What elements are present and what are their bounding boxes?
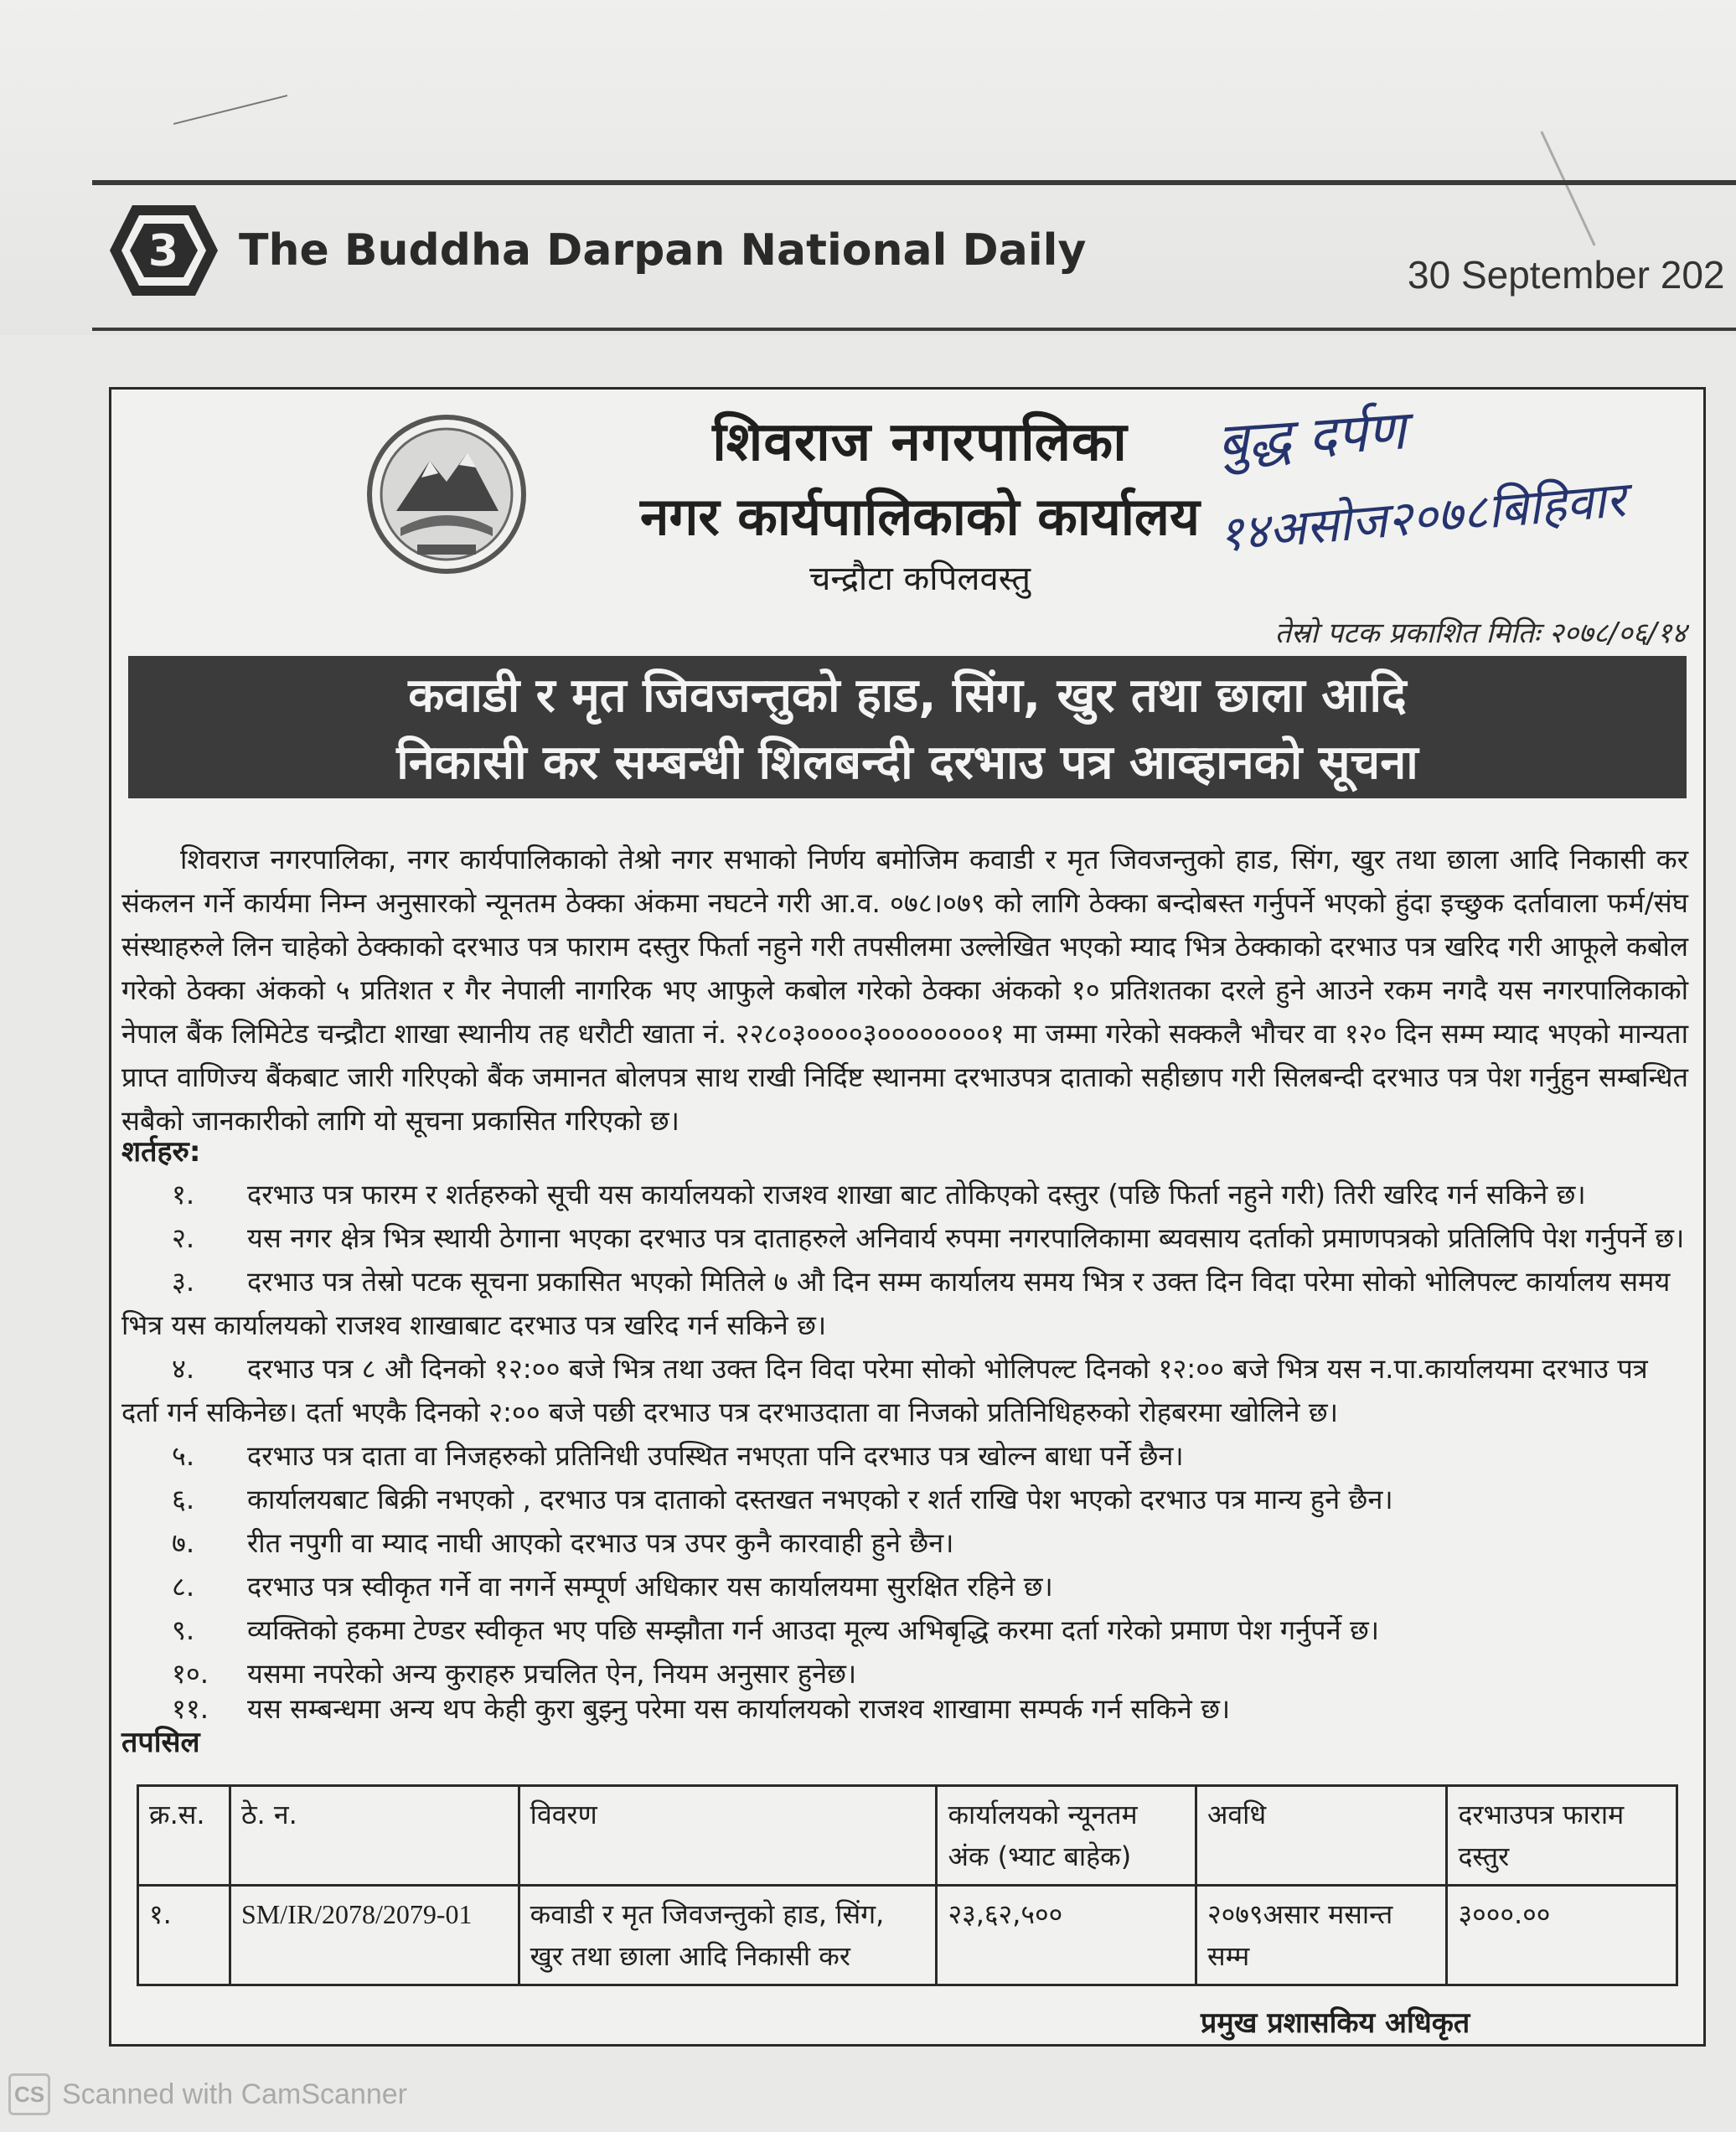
office-name: नगर कार्यपालिकाको कार्यालय <box>640 486 1200 547</box>
signature-title: प्रमुख प्रशासकिय अधिकृत <box>1201 2006 1470 2040</box>
header-cell: ठे. न. <box>230 1786 519 1886</box>
notice-heading-banner <box>128 656 1687 798</box>
table-row <box>138 1886 1677 1985</box>
newspaper-title: The Buddha Darpan National Daily <box>239 225 1087 276</box>
watermark-text: Scanned with CamScanner <box>62 2078 408 2110</box>
header-cell: कार्यालयको न्यूनतम अंक (भ्याट बाहेक) <box>937 1786 1196 1886</box>
office-address: चन्द्रौटा कपिलवस्तु <box>809 560 1031 598</box>
handwritten-source: बुद्ध दर्पण <box>1215 400 1408 475</box>
condition-item: ६. कार्यालयबाट बिक्री नभएको , दरभाउ पत्र दाताको दस्तखत नभएको र शर्त राखि पेश भएको दरभाउ पत्र मान्य हुने छैन। <box>172 1484 1393 1515</box>
condition-item: १०. यसमा नपरेको अन्य कुराहरु प्रचलित ऐन, नियम अनुसार हुनेछ। <box>172 1658 857 1690</box>
header-cell: अवधि <box>1196 1786 1447 1886</box>
heading-line-2: निकासी कर सम्बन्धी शिलबन्दी दरभाउ पत्र आव्हानको सूचना <box>396 736 1418 790</box>
page-number: 3 <box>147 226 179 276</box>
condition-item: २. यस नगर क्षेत्र भित्र स्थायी ठेगाना भएका दरभाउ पत्र दाताहरुले अनिवार्य रुपमा नगरपालिकामा ब्यवसाय दर्ताको प्रमाणपत्रको प्रतिलिपि पेश गर्नुपर्ने छ। <box>172 1222 1685 1254</box>
table-cell: SM/IR/2078/2079-01 <box>230 1886 519 1985</box>
header-cell: विवरण <box>519 1786 937 1886</box>
table-cell: २०७९असार मसान्त सम्म <box>1196 1886 1447 1985</box>
conditions-title: शर्तहरु: <box>121 1135 201 1169</box>
newspaper-masthead <box>92 180 1736 331</box>
condition-item: ३. दरभाउ पत्र तेस्रो पटक सूचना प्रकासित भएको मितिले ७ औ दिन सम्म कार्यालय समय भित्र र उक्त दिन विदा परेमा सोको भोलिपल्ट कार्यालय समय भित्र यस कार्यालयको राजश्व शाखाबाट दरभाउ पत्र खरिद गर्न सकिने छ। <box>121 1266 1671 1341</box>
heading-line-1: कवाडी र मृत जिवजन्तुको हाड, सिंग, खुर तथा छाला आदि <box>408 669 1407 723</box>
scanner-watermark <box>8 2073 407 2115</box>
public-notice <box>109 387 1706 2047</box>
header-cell: क्र.स. <box>138 1786 230 1886</box>
notice-body: शिवराज नगरपालिका, नगर कार्यपालिकाको तेश्रो नगर सभाको निर्णय बमोजिम कवाडी र मृत जिवजन्तुको हाड, सिंग, खुर तथा छाला आदि निकासी कर संकलन गर्ने कार्यमा निम्न अनुसारको न्यूनतम ठेक्का अंकमा नघटने गरी आ.व. ०७८।०७९ को लागि ठेक्का बन्दोबस्त गर्नुपर्ने भएको हुंदा इच्छुक दर्तावाला फर्म/संघ संस्थाहरुले लिन चाहेको ठेक्काको दरभाउ पत्र फाराम दस्तुर फिर्ता नहुने गरी तपसीलमा उल्लेखित भएको म्याद भित्र ठेक्काको दरभाउ पत्र खरिद गरी आफूले कबोल गरेको ठेक्का अंकको ५ प्रतिशत र गैर नेपाली नागरिक भए आफुले कबोल गरेको ठेक्का अंकको १० प्रतिशतका दरले हुने आउने रकम नगदै यस नगरपालिकाको नेपाल बैंक लिमिटेड चन्द्रौटा शाखा स्थानीय तह धरौटी खाता नं. २२८०३००००३००००००००१ मा जम्मा गरेको सक्कलै भौचर वा १२० दिन सम्म म्याद भएको मान्यता प्राप्त वाणिज्य बैंकबाट जारी गरिएको बैंक जमानत बोलपत्र साथ राखी निर्दिष्ट स्थानमा दरभाउपत्र दाताको सहीछाप गरी सिलबन्दी दरभाउ पत्र पेश गर्नुहुन सम्बन्धित सबैको जानकारीको लागि यो सूचना प्रकासित गरिएको छ। <box>121 844 1688 1137</box>
header-cell: दरभाउपत्र फाराम दस्तुर <box>1447 1786 1677 1886</box>
page-number-badge-icon <box>107 202 220 299</box>
condition-item: ११. यस सम्बन्धमा अन्य थप केही कुरा बुझ्नु परेमा यस कार्यालयको राजश्व शाखामा सम्पर्क गर्न सकिने छ। <box>172 1693 1231 1725</box>
table-cell: ३०००.०० <box>1447 1886 1677 1985</box>
condition-item: ७. रीत नपुगी वा म्याद नाघी आएको दरभाउ पत्र उपर कुनै कारवाही हुने छैन। <box>172 1527 954 1559</box>
condition-item: १. दरभाउ पत्र फारम र शर्तहरुको सूची यस कार्यालयको राजश्व शाखा बाट तोकिएको दस्तुर (पछि फिर्ता नहुने गरी) तिरी खरिद गर्न सकिने छ। <box>172 1179 1586 1211</box>
condition-item: ९. व्यक्तिको हकमा टेण्डर स्वीकृत भए पछि सम्झौता गर्न आउदा मूल्य अभिबृद्धि करमा दर्ता गरेको प्रमाण पेश गर्नुपर्ने छ। <box>172 1614 1380 1646</box>
condition-item: ५. दरभाउ पत्र दाता वा निजहरुको प्रतिनिधी उपस्थित नभएता पनि दरभाउ पत्र खोल्न बाधा पर्ने छैन। <box>172 1440 1184 1472</box>
newspaper-date: 30 September 202 <box>1408 253 1725 297</box>
schedule-title: तपसिल <box>121 1726 200 1759</box>
municipality-name: शिवराज नगरपालिका <box>712 411 1128 473</box>
schedule-table <box>137 1784 1678 1986</box>
table-header-row <box>138 1786 1677 1886</box>
table-cell: २३,६२,५०० <box>937 1886 1196 1985</box>
camscanner-logo-icon: CS <box>8 2073 50 2115</box>
condition-item: ८. दरभाउ पत्र स्वीकृत गर्ने वा नगर्ने सम्पूर्ण अधिकार यस कार्यालयमा सुरक्षित रहिने छ। <box>172 1571 1053 1603</box>
condition-item: ४. दरभाउ पत्र ८ औ दिनको १२:०० बजे भित्र तथा उक्त दिन विदा परेमा सोको भोलिपल्ट दिनको १२:०० बजे भित्र यस न.पा.कार्यालयमा दरभाउ पत्र दर्ता गर्न सकिनेछ। दर्ता भएकै दिनको २:०० बजे पछी दरभाउ पत्र दरभाउदाता वा निजको प्रतिनिधिहरुको रोहबरमा खोलिने छ। <box>121 1353 1648 1428</box>
table-cell: कवाडी र मृत जिवजन्तुको हाड, सिंग, खुर तथा छाला आदि निकासी कर <box>519 1886 937 1985</box>
handwritten-date: १४असोज२०७८बिहिवार <box>1216 470 1628 564</box>
table-cell: १. <box>138 1886 230 1985</box>
published-date: तेस्रो पटक प्रकाशित मितिः २०७८/०६/१४ <box>1274 617 1687 650</box>
